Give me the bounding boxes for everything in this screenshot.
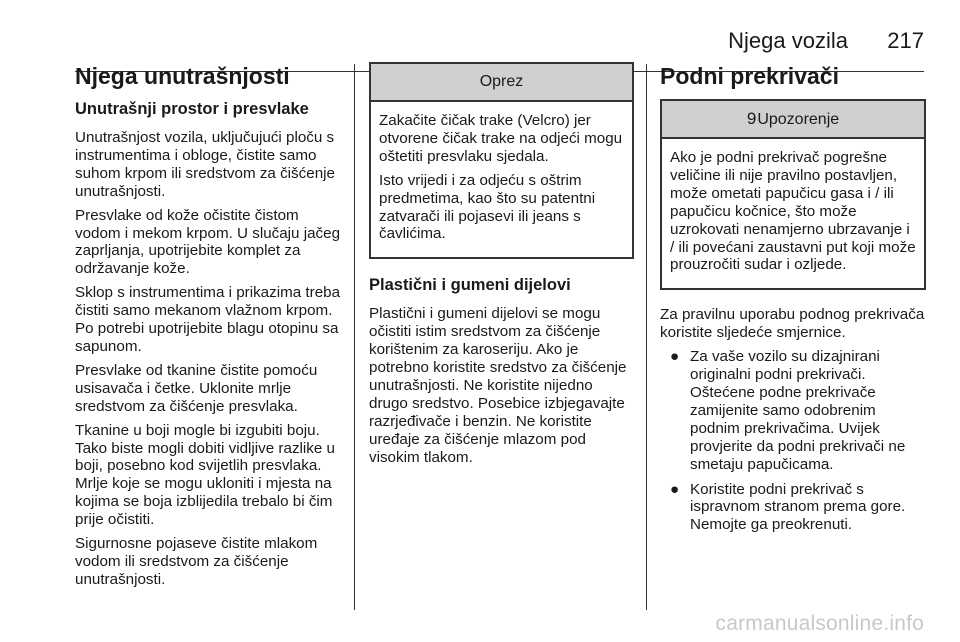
- paragraph: Tkanine u boji mogle bi izgubiti boju. Tako biste mogli dobiti vidljive razlike u boji, posebno kod svijetlih presvlaka. Mrlje koje se mogu ukloniti i mjesta na kojima se boja izblijedila trebalo bi čim prije očistiti.: [75, 421, 335, 529]
- paragraph: Plastični i gumeni dijelovi se mogu očistiti istim sredstvom za čišćenje korištenim za karoseriju. Ako je potrebno koristite sredstvo za čišćenje unutrašnjosti. Ne koristite nijedno drugo sredstvo. Posebice izbjegavajte razrjeđivače i benzin. Ne koristite uređaje za čišćenje mlazom pod visokim tlakom.: [369, 305, 627, 466]
- caution-text: Isto vrijedi i za odjeću s oštrim predmetima, kao što su patentni zatvarači ili pojasevi ili jeans s čavlićima.: [379, 171, 596, 243]
- caution-title: Oprez: [371, 64, 632, 102]
- bullet-icon: ●: [670, 348, 680, 366]
- column-right: [660, 62, 926, 541]
- warning-title: Upozorenje: [757, 111, 840, 128]
- paragraph: Sigurnosne pojaseve čistite mlakom vodom ili sredstvom za čišćenje unutrašnjosti.: [75, 535, 318, 588]
- paragraph: Sklop s instrumentima i prikazima treba čistiti samo mekanom vlažnom krpom. Po potrebi upotrijebite blagu otopinu sa sapunom.: [75, 284, 341, 355]
- paragraph: Za pravilnu uporabu podnog prekrivača koristite sljedeće smjernice.: [660, 306, 925, 342]
- page-header: [0, 22, 960, 52]
- list-item: ● Koristite podni prekrivač s ispravnom stranom prema gore. Nemojte ga preokrenuti.: [670, 480, 906, 534]
- guideline-list: [660, 348, 926, 534]
- paragraph: Presvlake od kože očistite čistom vodom i mekom krpom. U slučaju jačeg zaprljanja, upotrijebite komplet za održavanje kože.: [75, 206, 341, 278]
- column-divider: [354, 64, 355, 610]
- bullet-icon: ●: [670, 480, 680, 498]
- subsection-heading: Plastični i gumeni dijelovi: [369, 276, 571, 295]
- column-divider: [646, 64, 647, 610]
- paragraph: Presvlake od tkanine čistite pomoću usisavača i četke. Uklonite mrlje sredstvom za čišćenje presvlaka.: [75, 361, 318, 415]
- page-number: 217: [887, 28, 924, 53]
- watermark: carmanualsonline.info: [715, 612, 924, 635]
- column-left: [75, 62, 343, 595]
- paragraph: Unutrašnjost vozila, uključujući ploču s instrumentima i obloge, čistite samo suhom krpom ili sredstvom za čišćenje unutrašnjosti.: [75, 129, 335, 200]
- section-heading: Podni prekrivači: [660, 63, 839, 89]
- warning-text: Ako je podni prekrivač pogrešne veličine ili nije pravilno postavljen, može ometati papučicu gasa i / ili papučicu kočnice, što može uzrokovati nenamjerno ubrzavanje i / ili povećani zaustavni put koji može prouzročiti sudar i ozljede.: [670, 149, 916, 274]
- caution-box: [369, 62, 634, 259]
- warning-header: [662, 101, 924, 139]
- column-middle: [369, 62, 634, 473]
- warning-icon: 9: [746, 109, 757, 128]
- list-item: ● Za vaše vozilo su dizajnirani originalni podni prekrivači. Oštećene podne prekrivače zamijenite samo odobrenim podnim prekrivačima. Uvijek provjerite da podni prekrivači ne smetaju papučicama.: [670, 348, 906, 473]
- subsection-heading: Unutrašnji prostor i presvlake: [75, 100, 309, 118]
- section-heading: Njega unutrašnjosti: [75, 63, 290, 89]
- section-title: Njega vozila: [728, 28, 848, 53]
- warning-box: [660, 99, 926, 290]
- caution-text: Zakačite čičak trake (Velcro) jer otvorene čičak trake na odjeći mogu oštetiti presvlaku sjedala.: [379, 112, 623, 165]
